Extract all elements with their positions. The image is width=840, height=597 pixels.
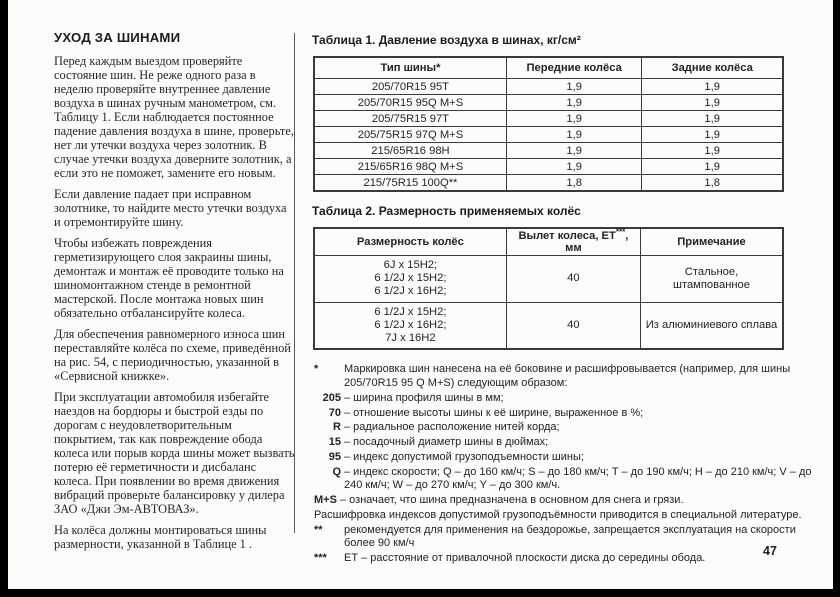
table1-header-rear: Задние колёса: [642, 57, 783, 79]
table2-header-offset: Вылет колеса, ЕТ***, мм: [506, 228, 640, 256]
table-cell: 1,9: [642, 143, 783, 159]
table1-header: [314, 57, 783, 79]
section-title: УХОД ЗА ШИНАМИ: [54, 30, 181, 45]
table-cell: 1,9: [642, 159, 783, 175]
footnote: Q – индекс скорости; Q – до 160 км/ч; S – до 180 км/ч; T – до 190 км/ч; H – до 210 км/ч; V – до 240 км/ч; W – до 270 км/ч; Y – до 300 км/ч.: [332, 465, 812, 492]
note-cell: Стальное, штампованное: [641, 256, 784, 303]
table-cell: 205/70R15 95Q M+S: [314, 95, 506, 111]
table-row: [314, 127, 783, 143]
paragraph: Чтобы избежать повреждения герметизирующего слоя закраины шины, демонтаж и монтаж её проводите только на шиномонтажном стенде в ремонтной мастерской. После монтажа новых шин обязательно отбалансируйте колеса.: [54, 236, 284, 321]
table-cell: 205/75R15 97T: [314, 111, 506, 127]
footnote: 15 – посадочный диаметр шины в дюймах;: [328, 436, 549, 449]
table-cell: 1,9: [642, 95, 783, 111]
table1-header-front: Передние колёса: [506, 57, 641, 79]
manual-page: [8, 0, 833, 589]
table-cell: 1,9: [506, 143, 641, 159]
footnote: Расшифровка индексов допустимой грузоподъёмности приводится в специальной литературе.: [314, 508, 802, 521]
offset-cell: 40: [506, 256, 640, 303]
wheel-size-cell: 6J x 15H2; 6 1/2J x 15H2; 6 1/2J x 16H2;: [314, 256, 506, 303]
table2-header-size: Размерность колёс: [314, 228, 506, 256]
table2-header-note: Примечание: [641, 228, 784, 256]
paragraph: Перед каждым выездом проверяйте состояние шин. Не реже одного раза в неделю проверяйте внутреннее давление воздуха в шинах ручным манометром, см. Таблицу 1. Если наблюдается постоянное падение давления воздуха в шине, проверьте, нет ли утечки воздуха через золотник. В случае утечки воздуха доверните золотник, а если это не поможет, замените его новым.: [54, 53, 294, 181]
table2-header: [314, 228, 783, 256]
table-cell: 1,9: [506, 79, 641, 95]
footnote: R – радиальное расположение нитей корда;: [333, 421, 560, 434]
table1-header-type: Тип шины*: [314, 57, 506, 79]
footnotes: [311, 363, 819, 566]
table-row: [314, 159, 783, 175]
table1-tire-pressure: [313, 56, 784, 192]
table-row: [314, 175, 783, 192]
table-cell: 215/65R16 98Q M+S: [314, 159, 506, 175]
table-cell: 1,9: [642, 79, 783, 95]
table-cell: 1,8: [506, 175, 641, 192]
wheel-size-cell: 6 1/2J x 15H2; 6 1/2J x 16H2; 7J x 16H2: [314, 302, 506, 349]
table-cell: 1,9: [506, 111, 641, 127]
paragraph: Для обеспечения равномерного износа шин переставляйте колёса по схеме, приведённой на рис. 54, с периодичностью, указанной в «Сервисной книжке».: [54, 327, 291, 384]
note-cell: Из алюминиевого сплава: [641, 302, 784, 349]
table2-title: Таблица 2. Размерность применяемых колёс: [312, 204, 581, 218]
footnote: * Маркировка шин нанесена на её боковине и расшифровывается (например, для шины 205/70R15 95 Q M+S) следующим образом:: [314, 363, 791, 390]
table-cell: 1,9: [506, 95, 641, 111]
table-cell: 205/70R15 95T: [314, 79, 506, 95]
table-cell: 1,9: [642, 127, 783, 143]
right-column: [311, 33, 819, 567]
paragraph: На колёса должны монтироваться шины размерности, указанной в Таблице 1 .: [54, 523, 267, 552]
table-row: [314, 111, 783, 127]
table1-title: Таблица 1. Давление воздуха в шинах, кг/см²: [312, 33, 581, 47]
page-number: 47: [763, 544, 777, 558]
table-cell: 1,9: [506, 159, 641, 175]
table-row: [314, 143, 783, 159]
table-row: [314, 95, 783, 111]
column-divider: [294, 33, 295, 533]
table-cell: 1,9: [642, 111, 783, 127]
table-row: [314, 302, 783, 349]
footnote: *** ЕТ – расстояние от привалочной плоскости диска до середины обода.: [314, 552, 706, 565]
table-cell: 1,9: [506, 127, 641, 143]
table-cell: 1,8: [642, 175, 783, 192]
footnote: 70 – отношение высоты шины к её ширине, выраженное в %;: [328, 406, 644, 419]
paragraph: При эксплуатации автомобиля избегайте наездов на бордюры и быстрой езды по дорогам с неудовлетворительным покрытием, так как повреждение обода колеса или порыв корда шины может вызвать потерю её герметичности и дисбаланс колеса. При появлении во время движения вибраций проверьте балансировку у дилера ЗАО «Джи Эм-АВТОВАЗ».: [54, 390, 295, 517]
table-cell: 215/65R16 98H: [314, 143, 506, 159]
table-cell: 215/75R15 100Q**: [314, 175, 506, 192]
table-row: [314, 256, 783, 303]
table-row: [314, 79, 783, 95]
paragraph: Если давление падает при исправном золотнике, то найдите место утечки воздуха и отремонтируйте шину.: [54, 187, 287, 230]
table-header-row: [314, 228, 783, 256]
table-header-row: [314, 57, 783, 79]
table-cell: 205/75R15 97Q M+S: [314, 127, 506, 143]
footnote: 95 – индекс допустимой грузоподъемности шины;: [328, 450, 584, 463]
offset-cell: 40: [506, 302, 640, 349]
table2-wheel-sizes: [313, 227, 784, 350]
left-column: [54, 31, 296, 558]
footnote: 205 – ширина профиля шины в мм;: [322, 391, 504, 404]
footnote: M+S – означает, что шина предназначена в основном для снега и грязи.: [314, 494, 684, 507]
footnote: ** рекомендуется для применения на бездорожье, запрещается эксплуатация на скорости более 90 км/ч: [314, 523, 796, 550]
